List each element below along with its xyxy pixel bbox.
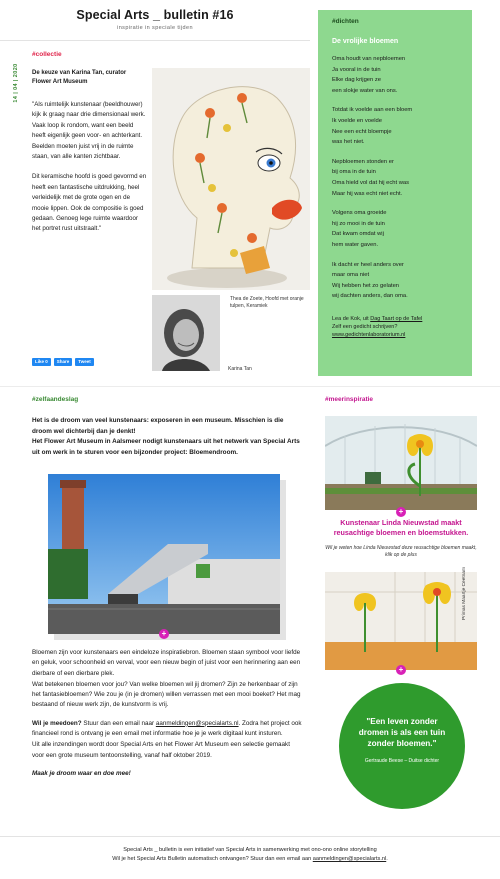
cta-text: Stuur dan een email naar bbox=[81, 719, 156, 727]
meer-title: Kunstenaar Linda Nieuwstad maakt reusachtige bloemen en bloemstukken. bbox=[333, 518, 469, 537]
zelf-paragraph: Bloemen zijn voor kunstenaars een eindeloze inspiratiebron. Bloemen staan symbool voor liefde en geluk, voor schoonheid en verval, voor een nieuw begin of juist voor een herinnering aan een dierbare of een dierbare plek. bbox=[32, 649, 301, 677]
zelf-cta bbox=[32, 719, 302, 740]
intro-line: Het Flower Art Museum in Aalsmeer nodigt kunstenaars uit het netwerk van Special Arts uit om werk in te sturen voor een bijzonder project: Bloemendroom. bbox=[32, 438, 300, 456]
greenhouse-illustration bbox=[325, 416, 477, 510]
zelf-paragraph: Wat betekenen bloemen voor jou? Van welke bloemen wil jij dromen? Zijn ze herkenbaar of zijn het fantasiebloemen? Wie zou je (in je dromen) willen verrassen met een mooi boeket? Het mag bestaand of nieuw werk zijn, de kunstvorm is vrij. bbox=[32, 680, 301, 709]
bulletin-subtitle: inspiratie in speciale tijden bbox=[117, 25, 193, 31]
tweet-button[interactable]: Tweet bbox=[75, 358, 93, 366]
poem-line: Ik voelde en voelde bbox=[332, 117, 382, 124]
cta-label: Wil je meedoen? bbox=[32, 719, 82, 727]
footer-line-2-text: Wil je het Special Arts Bulletin automatisch ontvangen? Stuur dan een email aan bbox=[112, 856, 313, 862]
poem-line: Wij hebben het zo gelaten bbox=[332, 282, 400, 289]
poem-line: Volgens oma groeide bbox=[332, 210, 387, 217]
poem-line: Totdat ik voelde aan een bloem bbox=[332, 107, 413, 114]
meer-subtitle: Wil je weten hoe Linda Nieuwstad deze reusachtige bloemen maakt, klik op de plus bbox=[325, 545, 477, 558]
date-stamp bbox=[10, 56, 20, 116]
poem-line: hij zo mooi in de tuin bbox=[332, 220, 385, 227]
gedichtenlab-link[interactable]: www.gedichtenlaboratorium.nl bbox=[332, 332, 406, 339]
date-text: 14 | 04 | 2020 bbox=[13, 63, 19, 103]
poem-stanza bbox=[332, 105, 458, 147]
dichten-panel bbox=[318, 10, 472, 376]
poem-line: een slokje water van ons. bbox=[332, 87, 398, 94]
zelf-plus-button[interactable]: + bbox=[159, 629, 169, 639]
bulletin-title: Special Arts _ bulletin #16 bbox=[76, 8, 234, 22]
collectie-paragraph: "Als ruimtelijk kunstenaar (beeldhouwer) kijk ik graag naar drie dimensionaal werk. Vaak loop ik rondom, want een beeld heeft eigenlijk geen voor- en achterkant. Beelden moeten juist vrij in de ruimte staan, van alle kanten zichtbaar. bbox=[32, 101, 146, 161]
zelf-paragraph: Uit alle inzendingen wordt door Special Arts en het Flower Art Museum een selectie gemaakt voor een grote museum tentoonstelling, vanaf half oktober 2019. bbox=[32, 741, 290, 759]
museum-illustration bbox=[48, 474, 280, 634]
header bbox=[0, 8, 310, 31]
zelfaandeslag-tag[interactable]: #zelfaandeslag bbox=[32, 396, 79, 403]
social-buttons bbox=[32, 358, 94, 366]
quote-circle bbox=[339, 683, 465, 809]
portrait-caption: Karina Tan bbox=[228, 366, 252, 372]
poem-stanza bbox=[332, 208, 458, 250]
footer-line-2-end: . bbox=[386, 856, 388, 862]
header-divider bbox=[0, 40, 310, 41]
poem-line: maar oma niet bbox=[332, 272, 370, 279]
poem-line: Oma houdt van nepbloemen bbox=[332, 56, 406, 62]
poem-title: De vrolijke bloemen bbox=[332, 38, 399, 45]
poem-line: bij oma in de tuin bbox=[332, 169, 376, 176]
share-button[interactable]: Share bbox=[54, 358, 73, 366]
footer-divider bbox=[0, 836, 500, 837]
poem-line: hem water gaven. bbox=[332, 241, 379, 248]
artwork-caption: Thea de Zoete, Hoofd met oranje tulpen, Keramiek bbox=[230, 296, 304, 309]
ceramic-head-illustration bbox=[152, 68, 310, 290]
poem-line: Dat kwam omdat wij bbox=[332, 231, 384, 238]
section-divider bbox=[0, 386, 500, 387]
poem-line: Ja vooral in de tuin bbox=[332, 66, 381, 73]
zelf-intro bbox=[32, 416, 302, 458]
museum-building-image bbox=[48, 474, 280, 634]
cta-email-link[interactable]: aanmeldingen@specialarts.nl bbox=[155, 719, 239, 727]
poem-line: Oma hield vol dat hij echt was bbox=[332, 179, 410, 186]
collectie-paragraph: Dit keramische hoofd is goed gevormd en heeft een fantastische uitdrukking, heel verleidelijk met de grote ogen en de mooie lippen. Ook de compositie is goed gedaan. Genoeg lege ruimte waardoor het portret rust uitstraalt." bbox=[32, 173, 147, 233]
greenhouse-flowers-image bbox=[325, 416, 477, 510]
book-link[interactable]: Dag Taart op de Tafel bbox=[370, 315, 423, 322]
footer-line-2 bbox=[0, 855, 500, 864]
cta-text-2: . Zodra het project ook financieel rond is ontvang je een email met informatie hoe je je werk digitaal kunt insturen. bbox=[32, 719, 302, 738]
collectie-tag[interactable]: #collectie bbox=[32, 51, 62, 58]
footer-email-link[interactable]: aanmeldingen@specialarts.nl bbox=[312, 856, 387, 862]
dichten-tag[interactable]: #dichten bbox=[332, 18, 359, 25]
portrait-illustration bbox=[152, 295, 220, 371]
quote-text: "Een leven zonder dromen is als een tuin zonder bloemen." bbox=[358, 717, 446, 748]
quote-author: Gertraude Beese – Duitse dichter bbox=[364, 758, 440, 764]
poem-line: Ik dacht er heel anders over bbox=[332, 261, 404, 268]
poem-line: Elke dag krijgen ze bbox=[332, 77, 381, 84]
poem-line: Nee een echt bloempje bbox=[332, 128, 392, 135]
poem-stanza bbox=[332, 54, 458, 96]
meerinspiratie-tag[interactable]: #meerinspiratie bbox=[325, 396, 374, 403]
gallery-illustration bbox=[325, 572, 477, 670]
like-button[interactable]: Like 0 bbox=[32, 358, 51, 366]
poem-line: Maar hij was echt niet echt. bbox=[332, 190, 403, 197]
credit-prefix: Lea de Kok, uit bbox=[332, 315, 371, 322]
footer bbox=[0, 846, 500, 864]
meer-plus-button-bottom[interactable]: + bbox=[396, 665, 406, 675]
intro-line: Het is de droom van veel kunstenaars: exposeren in een museum. Misschien is die droom wel dichterbij dan je denkt! bbox=[32, 417, 284, 435]
zelf-closing: Maak je droom waar en doe mee! bbox=[32, 769, 131, 777]
poem-line: was het niet. bbox=[332, 139, 365, 146]
poem-stanza bbox=[332, 260, 458, 302]
credit-question: Zelf een gedicht schrijven? bbox=[332, 324, 398, 331]
gallery-flowers-image bbox=[325, 572, 477, 670]
poem-line: wij dachten anders, dan oma. bbox=[332, 293, 408, 300]
karina-tan-portrait bbox=[152, 295, 220, 371]
photo-credit: Primas Maartje Ceetnam bbox=[462, 566, 467, 620]
ceramic-head-image bbox=[152, 68, 310, 290]
zelf-body bbox=[32, 648, 302, 780]
footer-line-1: Special Arts _ bulletin is een initiatief van Special Arts in samenwerking met ono-ono online storytelling bbox=[123, 847, 377, 853]
collectie-heading: De keuze van Karina Tan, curator Flower Art Museum bbox=[32, 70, 127, 85]
collectie-body bbox=[32, 100, 148, 245]
poem-stanza bbox=[332, 157, 458, 199]
meer-plus-button-top[interactable]: + bbox=[396, 507, 406, 517]
poem-credit bbox=[332, 315, 458, 340]
poem-line: Nepbloemen stonden er bbox=[332, 158, 394, 165]
